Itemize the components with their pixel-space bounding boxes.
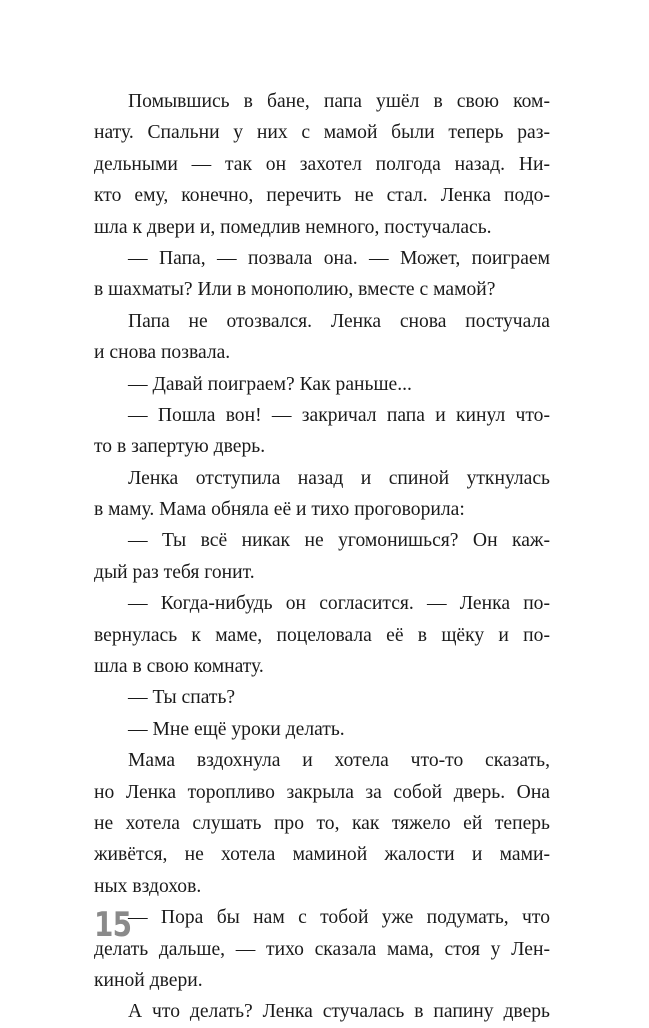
- text-line: кто ему, конечно, перечить не стал. Ленка подо-: [94, 185, 550, 207]
- text-line: то в запертую дверь.: [94, 436, 266, 458]
- text-line: — Когда-нибудь он согласится. — Ленка по-: [128, 593, 550, 615]
- text-line: Помывшись в бане, папа ушёл в свою ком-: [128, 91, 550, 112]
- text-line: в шахматы? Или в монополию, вместе с мамой?: [94, 279, 496, 301]
- text-line: — Папа, — позвала она. — Может, поиграем: [128, 247, 550, 269]
- text-line: — Пошла вон! — закричал папа и кинул что-: [128, 404, 550, 426]
- text-line: живётся, не хотела маминой жалости и мами-: [94, 844, 550, 866]
- text-line: — Ты спать?: [128, 687, 236, 709]
- text-line: — Пора бы нам с тобой уже подумать, что: [128, 907, 550, 929]
- text-line: — Ты всё никак не угомонишься? Он каж-: [128, 530, 550, 552]
- text-line: — Давай поиграем? Как раньше...: [128, 373, 412, 395]
- body-text: [94, 86, 550, 1028]
- text-line: Ленка отступила назад и спиной уткнулась: [128, 467, 550, 489]
- text-line: нату. Спальни у них с мамой были теперь раз-: [94, 122, 550, 144]
- text-line: в маму. Мама обняла её и тихо проговорила:: [94, 499, 465, 521]
- text-line: дельными — так он захотел полгода назад. Ни-: [94, 153, 550, 175]
- text-line: но Ленка торопливо закрыла за собой дверь. Она: [94, 781, 550, 803]
- text-line: киной двери.: [94, 969, 203, 991]
- text-line: не хотела слушать про то, как тяжело ей теперь: [94, 812, 550, 834]
- text-line: шла к двери и, помедлив немного, постучалась.: [94, 216, 492, 238]
- text-line: Мама вздохнула и хотела что-то сказать,: [128, 750, 550, 772]
- text-line: делать дальше, — тихо сказала мама, стоя у Лен-: [94, 938, 550, 960]
- text-line: Папа не отозвался. Ленка снова постучала: [128, 310, 550, 332]
- page-number: 15: [94, 905, 132, 945]
- text-line: вернулась к маме, поцеловала её в щёку и по-: [94, 624, 550, 646]
- text-line: — Мне ещё уроки делать.: [128, 718, 345, 740]
- text-line: ных вздохов.: [94, 875, 202, 897]
- text-line: шла в свою комнату.: [94, 656, 264, 678]
- text-line: и снова позвала.: [94, 342, 231, 364]
- text-line: дый раз тебя гонит.: [94, 561, 255, 583]
- text-line: А что делать? Ленка стучалась в папину дверь: [128, 1001, 550, 1023]
